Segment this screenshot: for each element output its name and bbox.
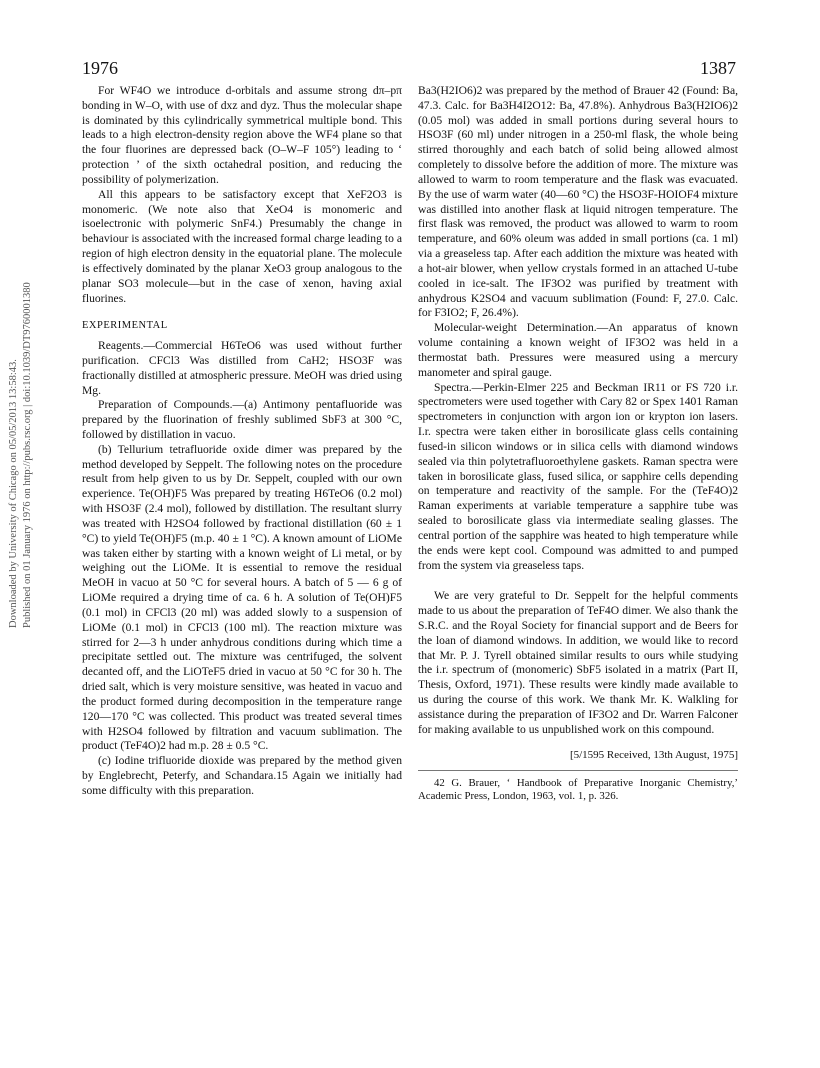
side-note-line-1: Downloaded by University of Chicago on 05/05/2013 13:58:43. — [8, 359, 19, 628]
left-paragraph-preparation-c: (c) Iodine trifluoride dioxide was prepared by the method given by Englebrecht, Peterfy, and Schandara.15 Again we initially had some difficulty with this preparation. — [82, 754, 402, 797]
left-paragraph-2: All this appears to be satisfactory except that XeF2O3 is monomeric. (We note also that XeO4 is monomeric and isoelectronic with polymeric SnF4.) Presumably the change in behaviour is associated with the increased formal charge leading to a region of high electron density in the equatorial plane. The molecule is effectively dominated by the planar XeO3 group analogous to the planar SO3 molecule—but in the case of xenon, having axial fluorines. — [82, 187, 402, 305]
left-column — [82, 84, 402, 799]
left-paragraph-1: For WF4O we introduce d-orbitals and assume strong dπ–pπ bonding in W–O, with use of dxz and dyz. Thus the molecular shape is dominated by this cylindrically symmetrical multiple bond. This leads to a high electron-density region above the WF4 plane so that the four fluorines are depressed back (O–W–F 105°) leading to ‘ protection ’ of the sixth octahedral position, and reducing the possibility of polymerization. — [82, 84, 402, 186]
running-header-year: 1976 — [82, 58, 118, 78]
left-paragraph-preparation-a: Preparation of Compounds.—(a) Antimony pentafluoride was prepared by the fluorination of freshly sublimed SbF3 at 300 °C, followed by distillation in vacuo. — [82, 398, 402, 441]
running-header-page-number: 1387 — [700, 58, 736, 78]
side-download-note — [8, 282, 38, 1068]
left-paragraph-preparation-b: (b) Tellurium tetrafluoride oxide dimer was prepared by the method developed by Seppelt. The following notes on the procedure result from help given to us by Dr. Seppelt, coupled with our own experience. Te(OH)F5 Was prepared by treating H6TeO6 (0.2 mol) with HSO3F (2.4 mol), followed by distillation. The resultant slurry was treated with H2SO4 followed by fractional distillation (60 ± 1 °C) to yield Te(OH)F5 (m.p. 40 ± 1 °C). A known amount of LiOMe was taken either by starting with a known weight of Li metal, or by weighing out the LiOMe. It is essential to remove the residual MeOH in vacuo at 50 °C for several hours. A batch of 5 — 6 g of LiOMe required a drying time of ca. 6 h. A solution of Te(OH)F5 (0.1 mol) in CFCl3 (20 ml) was added slowly to a suspension of LiOMe (0.1 mol) in CFCl3 (100 ml). The reaction mixture was stirred for 2—3 h under anhydrous conditions during which time a precipitate settled out. The mixture was centrifuged, the solvent decanted off, and the LiOTeF5 dried in vacuo at 50 °C for 30 h. The dried salt, which is very moisture sensitive, was heated in vacuo and the product formed during decomposition in the temperature range 120—170 °C was collected. This product was treated several times with H2SO4 followed by filtration and vacuum sublimation. The product (TeF4O)2 had m.p. 28 ± 0.5 °C. — [82, 442, 402, 753]
reference-divider — [418, 770, 738, 771]
side-note-line-2: Published on 01 January 1976 on http://pubs.rsc.org | doi:10.1039/DT9760001380 — [22, 282, 33, 628]
acknowledgements: We are very grateful to Dr. Seppelt for the helpful comments made to us about the preparation of TeF4O dimer. We also thank the S.R.C. and the Royal Society for financial support and de Beers for the loan of diamond windows. In addition, we would like to record that Mr. P. J. Tyrell obtained similar results to ours while studying the i.r. spectrum of (monomeric) SbF5 isolated in a matrix (Part II, Thesis, Oxford, 1971). These results were kindly made available to us during the course of this work. We thank Mr. K. Walkling for assistance during the preparation of IF3O2 and Dr. Warren Falconer for making available to us unpublished work on this compound. — [418, 589, 738, 736]
paragraph-gap — [418, 573, 738, 589]
right-paragraph-molecular-weight: Molecular-weight Determination.—An apparatus of known volume containing a known weight of IF3O2 was held in a thermostat bath. Pressures were measured using a mercury manometer and spiral gauge. — [418, 321, 738, 379]
right-column — [418, 84, 738, 804]
right-paragraph-1: Ba3(H2IO6)2 was prepared by the method of Brauer 42 (Found: Ba, 47.3. Calc. for Ba3H4I2O12: Ba, 47.8%). Anhydrous Ba3(H2IO6)2 (0.05 mol) was added in small portions during several hours to HSO3F (60 ml) under nitrogen in a 250-ml flask, the whole being stirred thoroughly and each batch of solid being allowed almost completely to dissolve before the addition of more. The mixture was allowed to warm to room temperature and the flask was evacuated. By the use of warm water (40—60 °C) the HSO3F-HOIOF4 mixture was distilled into another flask at liquid nitrogen temperature. The first flask was removed, the product was allowed to warm to room temperature, and 60% oleum was added in small portions (ca. 1 ml) via a greaseless tap. After each addition the mixture was heated with a hot-air blower, when yellow crystals formed in an attached U-tube cooled in ice-salt. The IF3O2 was purified by treatment with anhydrous K2SO4 and vacuum sublimation (Found: F, 27.0. Calc. for F3IO2; F, 26.4%). — [418, 84, 738, 320]
section-heading-experimental: EXPERIMENTAL — [82, 320, 168, 332]
right-paragraph-spectra: Spectra.—Perkin-Elmer 225 and Beckman IR11 or FS 720 i.r. spectrometers were used together with Cary 82 or Spex 1401 Raman spectrometers in conjunction with argon ion or krypton ion lasers. I.r. spectra were taken either in borosilicate glass cells containing fused-in silicon windows or in silica cells with diamond windows sealed via thin polytetrafluoroethylene gaskets. Raman spectra were taken in borosilicate glass, fused silica, or sapphire cells depending on temperature and reactivity of the sample. For the (TeF4O)2 Raman experiments at variable temperature a sapphire tube was sealed to borosilicate glass via intermediate sealing glasses. The central portion of the sapphire was heated to high temperature while the ends were kept cool. Compound was admitted to and pumped from the system via greaseless taps. — [418, 380, 738, 572]
received-line: [5/1595 Received, 13th August, 1975] — [569, 748, 738, 761]
left-paragraph-reagents: Reagents.—Commercial H6TeO6 was used without further purification. CFCl3 Was distilled from CaH2; HSO3F was fractionally distilled at atmospheric pressure. MeOH was dried using Mg. — [82, 339, 402, 397]
reference-42: 42 G. Brauer, ‘ Handbook of Preparative Inorganic Chemistry,’ Academic Press, London, 1963, vol. 1, p. 326. — [418, 776, 738, 803]
